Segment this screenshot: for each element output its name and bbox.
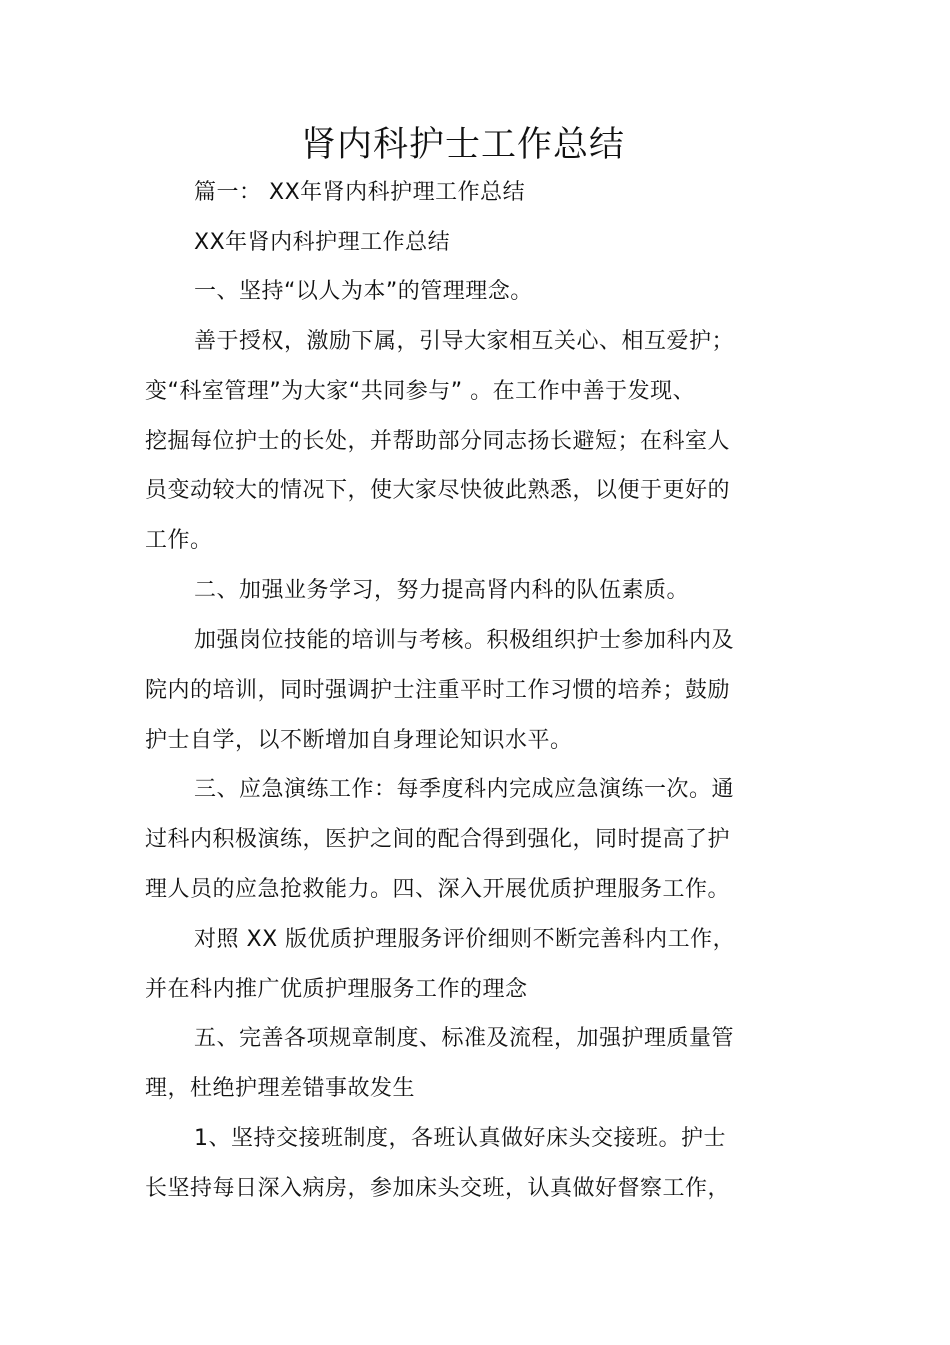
- paragraph-line: 院内的培训，同时强调护士注重平时工作习惯的培养；鼓励: [145, 678, 731, 703]
- paragraph-line: 善于授权，激励下属，引导大家相互关心、相互爱护；: [194, 329, 735, 354]
- paragraph-line: 员变动较大的情况下，使大家尽快彼此熟悉，以便于更好的: [145, 478, 731, 503]
- paragraph-line: 理人员的应急抢救能力。四、深入开展优质护理服务工作。: [145, 877, 731, 902]
- heading-item-5: 五、完善各项规章制度、标准及流程，加强护理质量管: [194, 1026, 735, 1051]
- paragraph-line: 1、坚持交接班制度，各班认真做好床头交接班。护士: [194, 1126, 726, 1151]
- paragraph-line: 并在科内推广优质护理服务工作的理念: [145, 977, 528, 1002]
- paragraph-line: 过科内积极演练，医护之间的配合得到强化，同时提高了护: [145, 827, 731, 852]
- document-title: 肾内科护士工作总结: [300, 125, 625, 165]
- paragraph-line: 变“科室管理”为大家“共同参与” 。在工作中善于发现、: [145, 379, 696, 404]
- paragraph-line: 护士自学，以不断增加自身理论知识水平。: [145, 728, 573, 753]
- paragraph-line: 对照 XX 版优质护理服务评价细则不断完善科内工作，: [194, 927, 736, 952]
- heading-item-1: 一、坚持“以人为本”的管理理念。: [194, 279, 533, 304]
- heading-item-3: 三、应急演练工作：每季度科内完成应急演练一次。通: [194, 777, 735, 802]
- paragraph-line: 长坚持每日深入病房，参加床头交班，认真做好督察工作，: [145, 1176, 731, 1201]
- paragraph-line: 挖掘每位护士的长处，并帮助部分同志扬长避短；在科室人: [145, 429, 731, 454]
- heading-item-2: 二、加强业务学习，努力提高肾内科的队伍素质。: [194, 578, 690, 603]
- paragraph-line: 工作。: [145, 528, 213, 553]
- subtitle-line: 篇一： XX年肾内科护理工作总结: [194, 180, 526, 205]
- paragraph-line: 加强岗位技能的培训与考核。积极组织护士参加科内及: [194, 628, 735, 653]
- paragraph-line: 理，杜绝护理差错事故发生: [145, 1076, 416, 1101]
- section-heading-line: XX年肾内科护理工作总结: [194, 230, 451, 255]
